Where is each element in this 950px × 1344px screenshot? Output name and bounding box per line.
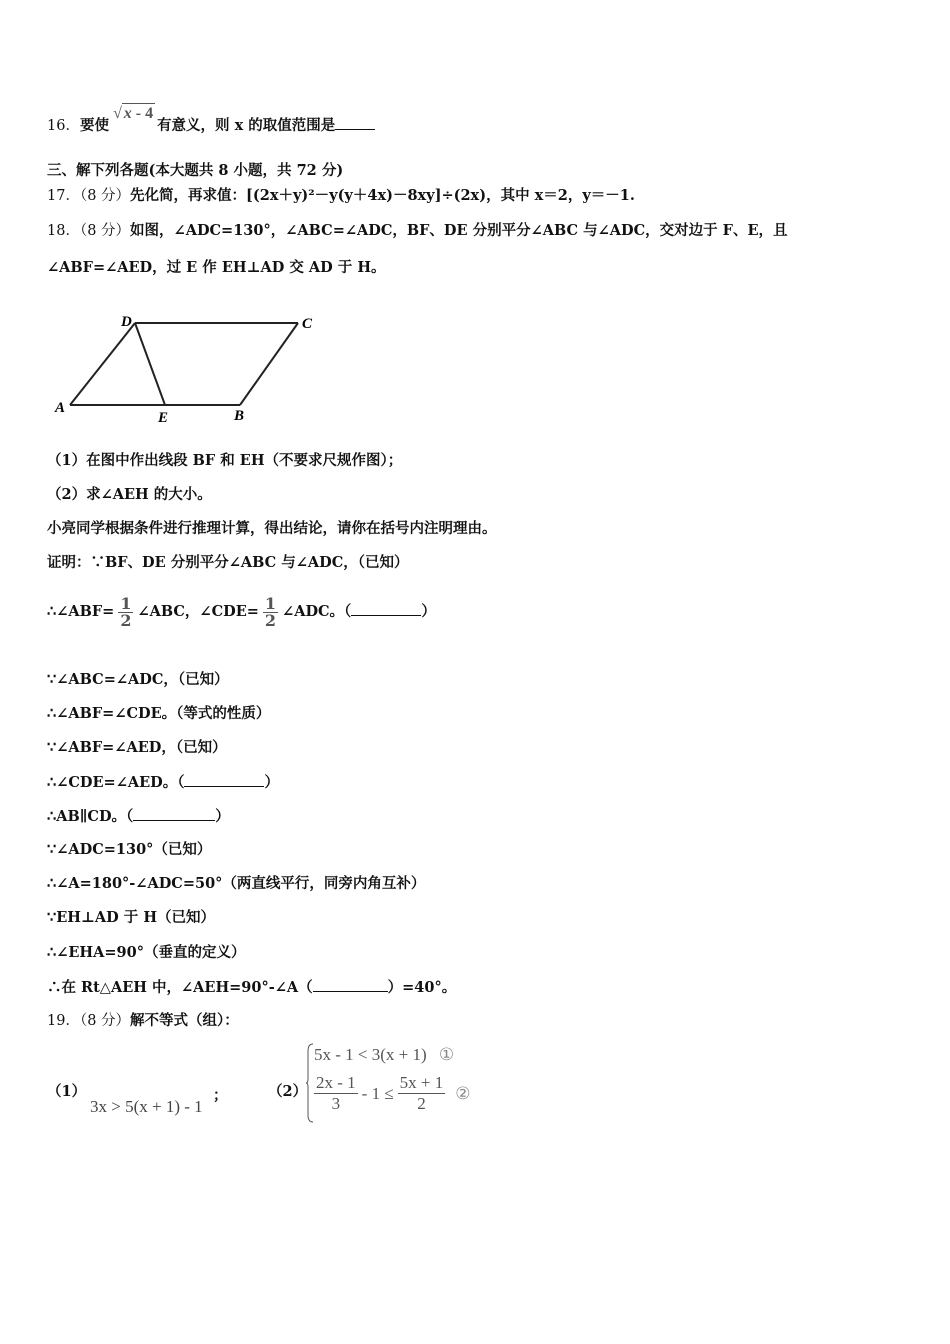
label-a: A (55, 400, 66, 416)
q19-number: 19． (47, 1013, 80, 1029)
fraction-denominator: 2 (120, 610, 132, 630)
radicand-variable: x (123, 105, 132, 122)
label-d: D (121, 314, 132, 330)
label-c: C (302, 316, 313, 332)
section-title: 三、解下列各题(本大题共 8 小题，共 72 分) (47, 162, 344, 179)
q19-part1-expression: 3x > 5(x + 1) - 1 (90, 1097, 203, 1116)
q18-text-line1: 如图，∠ADC=130°，∠ABC=∠ADC，BF、DE 分别平分∠ABC 与∠ADC，交对边于 F、E，且 (130, 222, 788, 239)
reason-blank[interactable] (133, 806, 215, 821)
fraction-denominator: 3 (331, 1094, 341, 1113)
inequality-1 (314, 1045, 454, 1065)
proof-text: ） (264, 774, 279, 791)
q19-part1-end: ； (213, 1087, 228, 1104)
fraction-half (118, 593, 133, 630)
left-brace (306, 1043, 314, 1123)
proof-line-10: ∴∠EHA=90°（垂直的定义） (47, 944, 246, 961)
q17-number: 17． (47, 188, 80, 204)
fraction-right (398, 1073, 446, 1114)
inequality-1-text: 5x - 1 < 3(x + 1) (314, 1045, 427, 1064)
fraction-numerator: 5x + 1 (399, 1073, 444, 1092)
q16-number: 16． (47, 118, 80, 134)
segment-bc (240, 323, 298, 405)
q17-score: （8 分） (79, 188, 131, 204)
proof-line-2: ∵∠ABC=∠ADC，（已知） (47, 671, 229, 688)
segment-ad (70, 323, 135, 405)
proof-text: ∴∠ABF= (47, 603, 115, 620)
radicand-rest: - 4 (131, 105, 154, 122)
sqrt-expression: √ x - 4 (112, 105, 154, 122)
q19-part1-label: （1） (47, 1083, 87, 1100)
proof-line-3: ∴∠ABF=∠CDE。（等式的性质） (47, 705, 271, 722)
proof-text: ） (421, 603, 436, 620)
proof-line-11 (47, 977, 456, 998)
proof-text: ∠ADC。（ (282, 603, 352, 620)
label-b: B (234, 408, 245, 424)
q18-line2: ∠ABF=∠AED，过 E 作 EH⊥AD 交 AD 于 H。 (47, 259, 386, 276)
proof-line-1 (47, 592, 436, 632)
proof-text: ） (215, 808, 230, 825)
q18-line1 (47, 221, 788, 241)
proof-text: ∴AB∥CD。（ (47, 808, 134, 825)
proof-line-5 (47, 772, 279, 793)
proof-line-9: ∵EH⊥AD 于 H（已知） (47, 909, 216, 926)
q17-line (47, 186, 635, 206)
answer-blank[interactable] (335, 115, 375, 130)
proof-line-7: ∵∠ADC=130°（已知） (47, 841, 212, 858)
q19-text: 解不等式（组）： (130, 1012, 239, 1029)
reason-blank[interactable] (313, 977, 388, 992)
circled-number-2: ② (455, 1083, 471, 1103)
q18-intro: 小亮同学根据条件进行推理计算，得出结论，请你在括号内注明理由。 (47, 520, 497, 537)
q19-line (47, 1011, 239, 1031)
q16-suffix: 有意义，则 x 的取值范围是 (157, 117, 336, 134)
fraction-numerator: 1 (120, 593, 132, 613)
proof-text: ∴∠CDE=∠AED。（ (47, 774, 185, 791)
q18-score: （8 分） (79, 223, 131, 239)
inequality-2 (314, 1073, 471, 1114)
q16-prefix: 要使 (79, 117, 109, 134)
proof-line-4: ∵∠ABF=∠AED，（已知） (47, 739, 227, 756)
proof-text: ∴在 Rt△AEH 中，∠AEH=90°-∠A（ (47, 979, 313, 996)
fraction-numerator: 1 (264, 593, 277, 613)
inequality-2-middle: - 1 ≤ (361, 1083, 394, 1103)
reason-blank[interactable] (351, 601, 421, 616)
proof-line-0: 证明：∵BF、DE 分别平分∠ABC 与∠ADC，（已知） (47, 554, 409, 571)
q18-number: 18． (47, 223, 80, 239)
reason-blank[interactable] (184, 772, 264, 787)
q16-line (47, 105, 375, 136)
q18-part1: （1）在图中作出线段 BF 和 EH（不要求尺规作图）； (47, 452, 403, 469)
proof-text: ∠ABC，∠CDE= (137, 603, 259, 620)
fraction-denominator: 2 (264, 610, 277, 630)
label-e: E (158, 410, 169, 426)
segment-de (135, 323, 165, 405)
circled-number-1: ① (438, 1045, 455, 1064)
fraction-numerator: 2x - 1 (316, 1073, 356, 1092)
fraction-denominator: 2 (417, 1094, 426, 1113)
parallelogram-figure (50, 308, 340, 430)
q17-text: 先化简，再求值：[(2x＋y)²－y(y＋4x)－8xy]÷(2x)，其中 x＝2，y＝－1. (130, 187, 635, 204)
q18-part2: （2）求∠AEH 的大小。 (47, 486, 212, 503)
proof-line-8: ∴∠A=180°-∠ADC=50°（两直线平行，同旁内角互补） (47, 875, 426, 892)
q19-part2-label: （2） (268, 1083, 308, 1100)
proof-line-6 (47, 806, 230, 827)
fraction-left (314, 1073, 358, 1114)
proof-text: ）=40°。 (387, 979, 457, 996)
fraction-half (263, 593, 278, 630)
q19-score: （8 分） (79, 1013, 131, 1029)
